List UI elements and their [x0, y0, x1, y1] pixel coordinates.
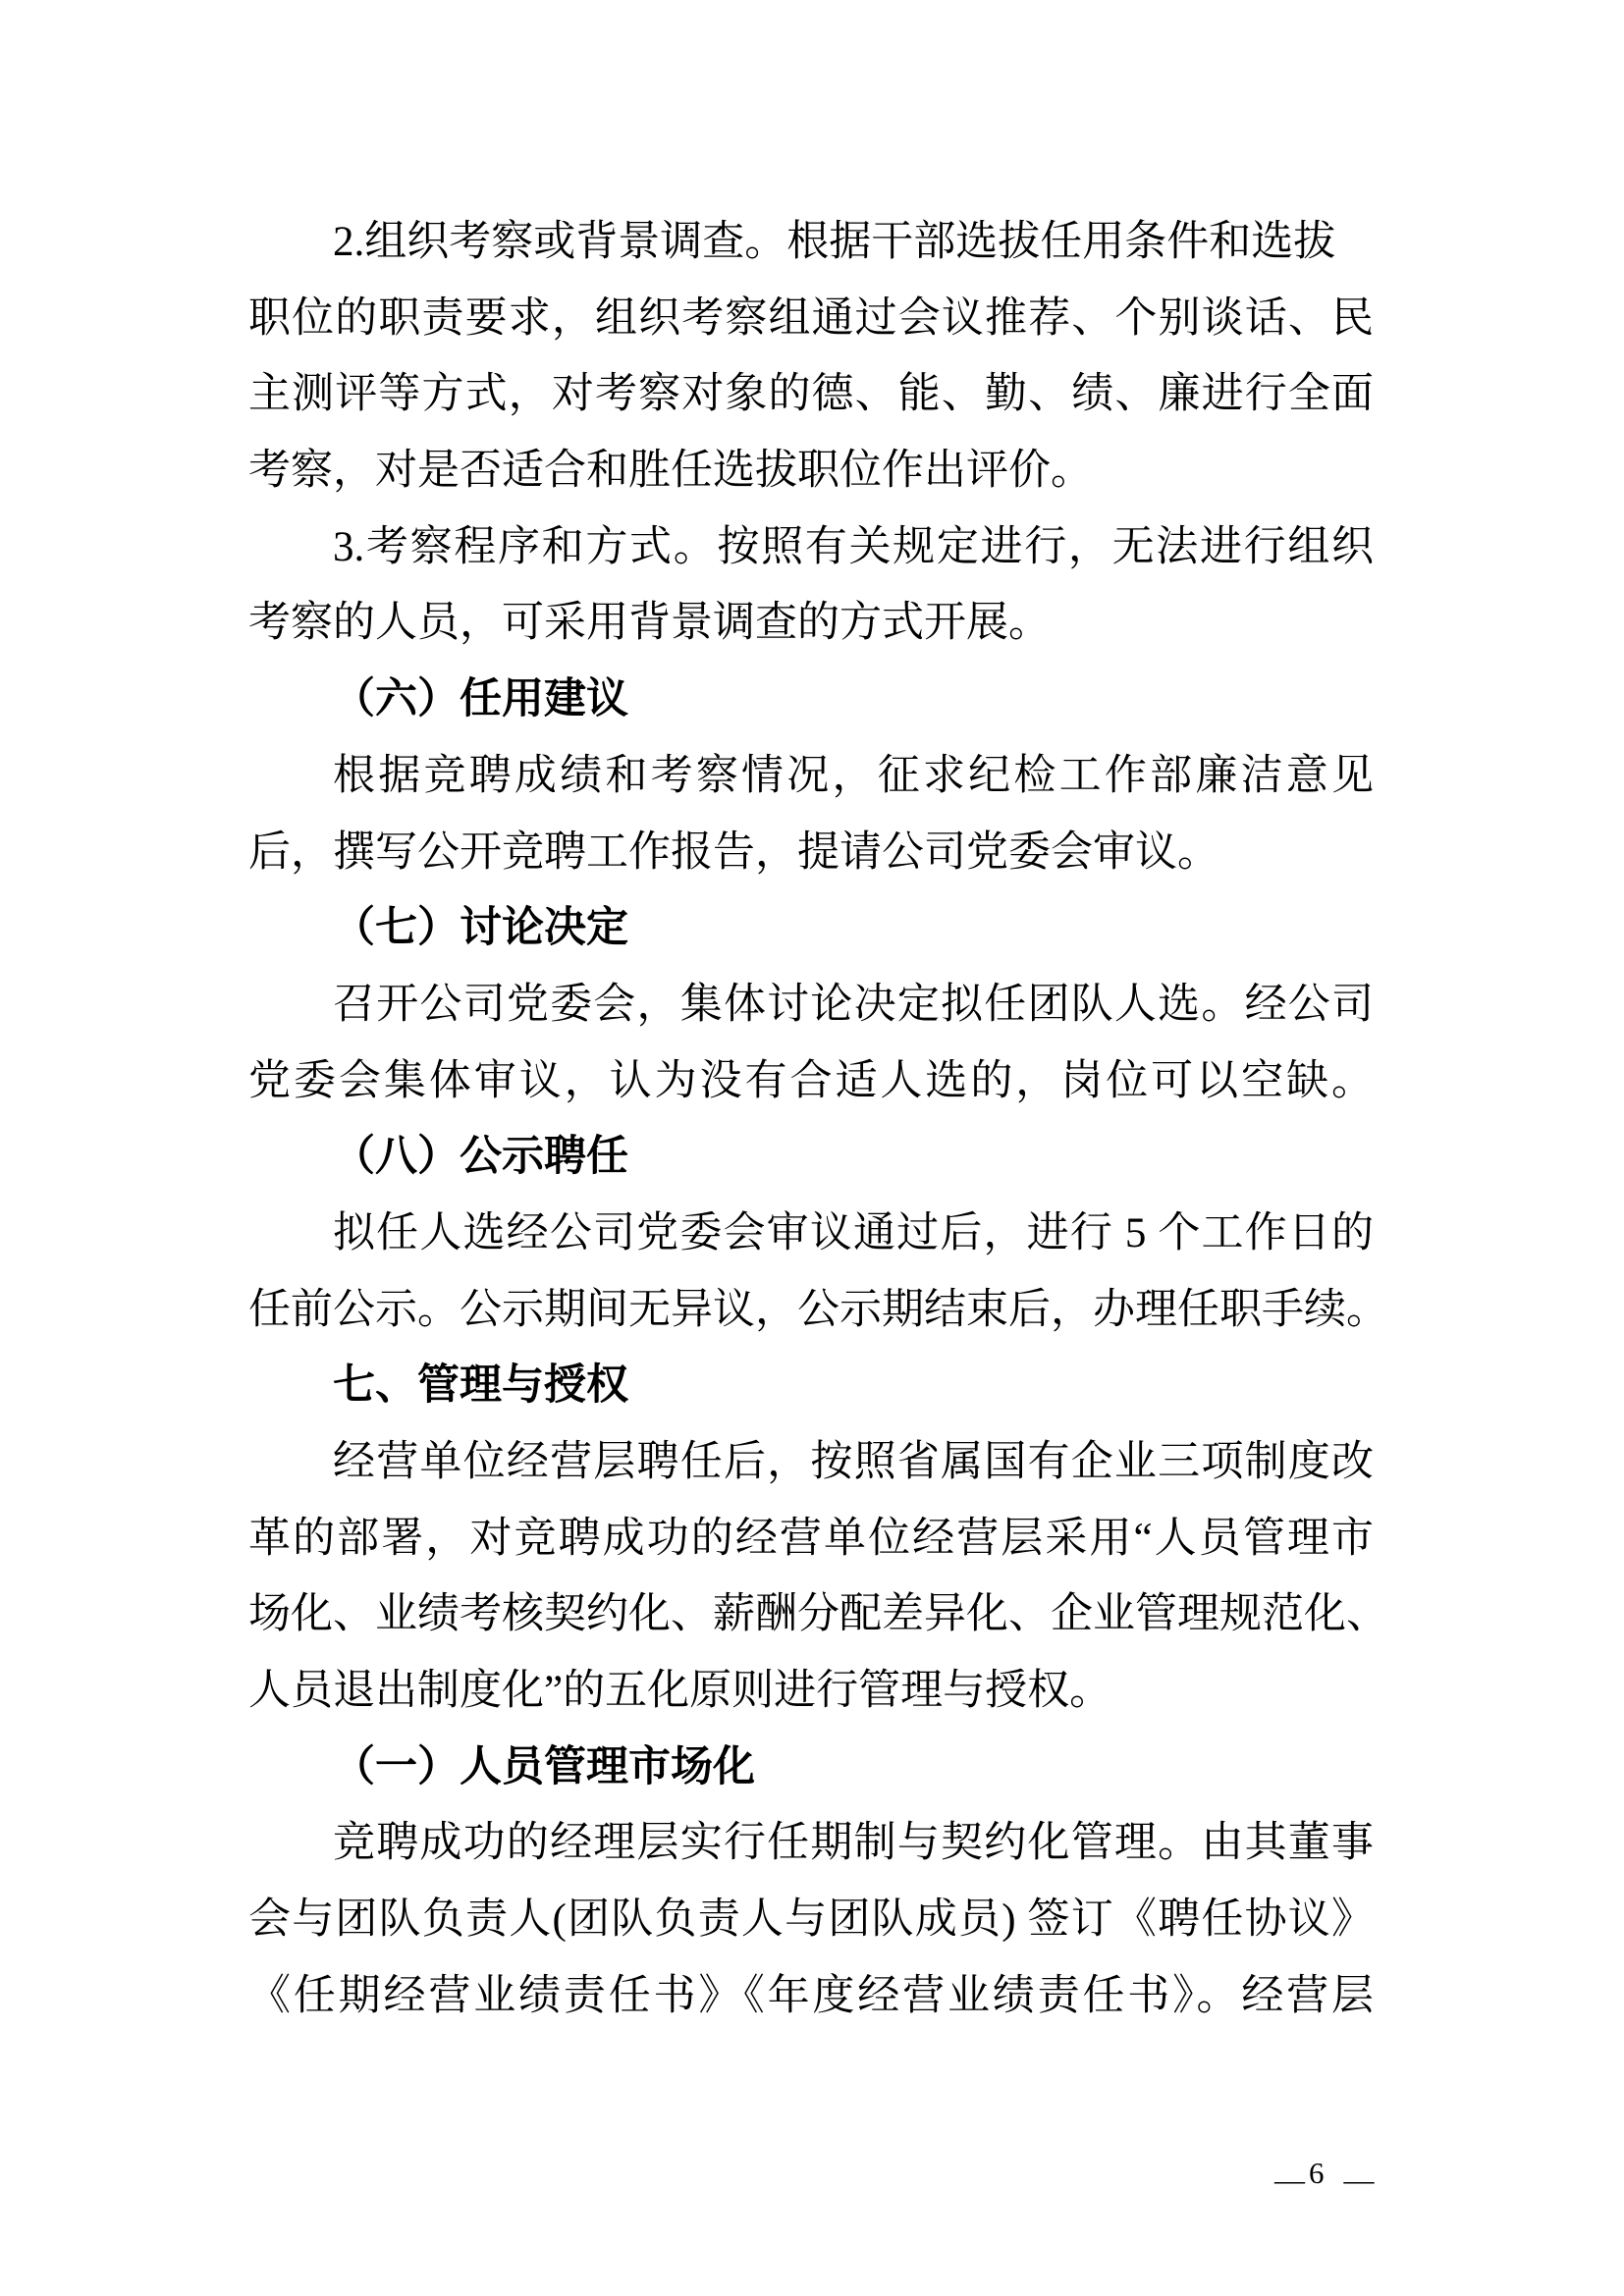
- paragraph-line: 职位的职责要求，组织考察组通过会议推荐、个别谈话、民: [248, 294, 1374, 342]
- paragraph-line: 后，撰写公开竞聘工作报告，提请公司党委会审议。: [248, 828, 1219, 876]
- paragraph-line: 2.组织考察或背景调查。根据干部选拔任用条件和选拔: [333, 219, 1336, 265]
- paragraph-line: 3.考察程序和方式。按照有关规定进行，无法进行组织: [333, 523, 1374, 570]
- paragraph-line: 场化、业绩考核契约化、薪酬分配差异化、企业管理规范化、: [248, 1591, 1388, 1638]
- paragraph-line: 会与团队负责人(团队负责人与团队成员) 签订《聘任协议》: [248, 1896, 1374, 1944]
- paragraph-line: 经营单位经营层聘任后，按照省属国有企业三项制度改: [333, 1439, 1374, 1485]
- paragraph-line: 考察的人员，可采用背景调查的方式开展。: [248, 600, 1051, 647]
- document-body: [248, 204, 1388, 2035]
- section-heading: （一）人员管理市场化: [333, 1743, 755, 1790]
- paragraph-line: 考察，对是否适合和胜任选拔职位作出评价。: [248, 448, 1093, 495]
- paragraph-line: 召开公司党委会，集体讨论决定拟任团队人选。经公司: [333, 981, 1374, 1028]
- section-heading: （八）公示聘任: [333, 1134, 628, 1181]
- section-heading: （七）讨论决定: [333, 905, 628, 952]
- footer-dash-right: —: [1343, 2163, 1375, 2197]
- paragraph-line: 竞聘成功的经理层实行任期制与契约化管理。由其董事: [333, 1820, 1374, 1867]
- chapter-heading: 七、管理与授权: [333, 1362, 628, 1410]
- page-footer: [1274, 2156, 1375, 2197]
- section-heading: （六）任用建议: [333, 676, 628, 723]
- paragraph-line: 《任期经营业绩责任书》《年度经营业绩责任书》。经营层: [248, 1972, 1374, 2019]
- footer-dash-left: —: [1274, 2163, 1305, 2197]
- paragraph-line: 根据竞聘成绩和考察情况，征求纪检工作部廉洁意见: [333, 752, 1374, 799]
- paragraph-line: 拟任人选经公司党委会审议通过后，进行 5 个工作日的: [333, 1209, 1374, 1256]
- paragraph-line: 任前公示。公示期间无异议，公示期结束后，办理任职手续。: [248, 1286, 1388, 1333]
- paragraph-line: 主测评等方式，对考察对象的德、能、勤、绩、廉进行全面: [248, 371, 1374, 418]
- paragraph-line: 党委会集体审议，认为没有合适人选的，岗位可以空缺。: [248, 1057, 1374, 1104]
- page-number: 6: [1309, 2156, 1325, 2190]
- paragraph-line: 人员退出制度化”的五化原则进行管理与授权。: [248, 1668, 1112, 1715]
- paragraph-line: 革的部署，对竞聘成功的经营单位经营层采用“人员管理市: [248, 1515, 1374, 1562]
